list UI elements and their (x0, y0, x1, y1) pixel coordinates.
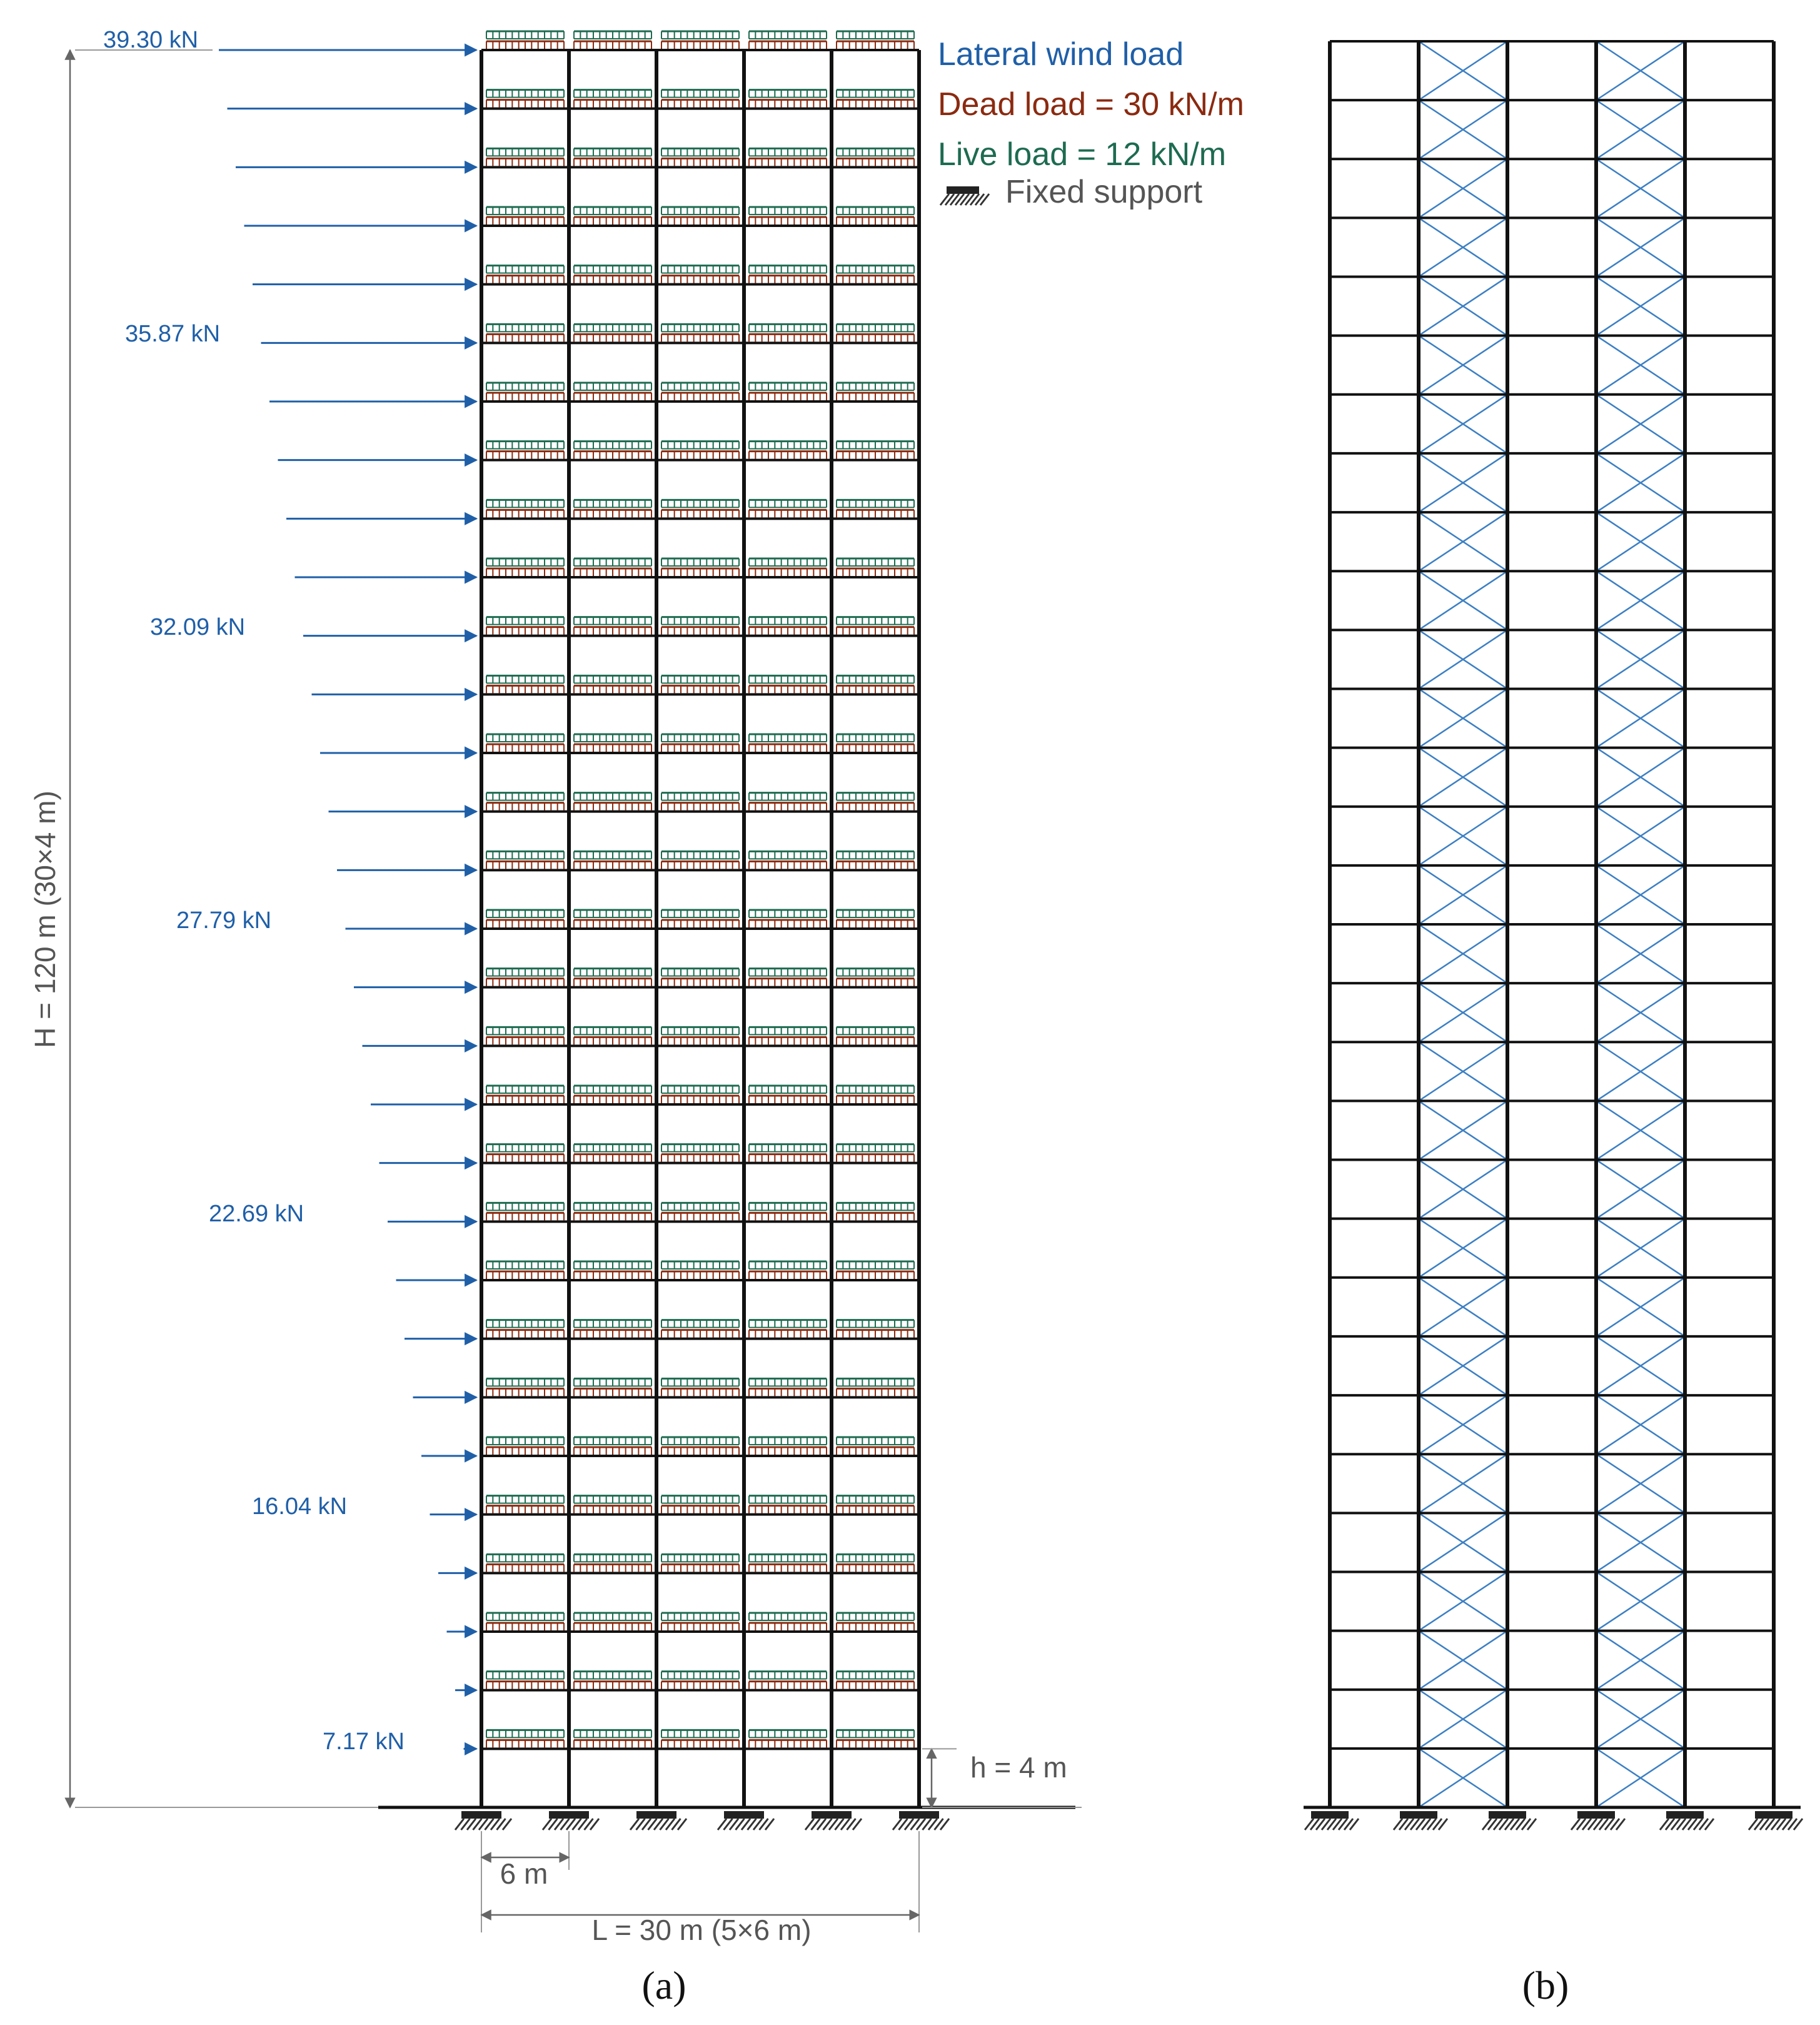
floor-load-band (837, 1672, 914, 1689)
floor-load-band (486, 148, 564, 166)
floor-load-band (837, 324, 914, 341)
floor-load-band (486, 1320, 564, 1338)
floor-load-band (749, 266, 827, 283)
floor-load-band (574, 851, 651, 869)
wind-label-1: 39.30 kN (103, 27, 199, 53)
floor-load-band (749, 1496, 827, 1513)
support-base-plate (461, 1811, 501, 1819)
floor-load-band (749, 851, 827, 869)
floor-load-band (661, 617, 739, 635)
floor-load-band (574, 1554, 651, 1572)
floor-load-band (661, 793, 739, 811)
floor-load-band (661, 31, 739, 49)
floor-load-band (749, 1086, 827, 1103)
floor-load-band (749, 1672, 827, 1689)
wind-label-7: 7.17 kN (323, 1729, 405, 1755)
total-length-label: L = 30 m (5×6 m) (591, 1914, 812, 1946)
floor-load-band (574, 31, 651, 49)
floor-load-band (486, 1437, 564, 1455)
floor-load-band (749, 207, 827, 225)
floor-load-band (486, 1261, 564, 1279)
floor-load-band (486, 558, 564, 576)
floor-load-band (837, 1086, 914, 1103)
floor-load-band (661, 1027, 739, 1044)
floor-load-band (749, 90, 827, 108)
floor-load-band (837, 148, 914, 166)
support-base-plate (1400, 1811, 1437, 1819)
floor-load-band (574, 558, 651, 576)
support-base-plate (1489, 1811, 1526, 1819)
floor-load-band (574, 1496, 651, 1513)
floor-load-band (486, 1554, 564, 1572)
fixed-support-icon-shape (940, 186, 989, 205)
fixed-support (1305, 1811, 1359, 1830)
floor-load-band (486, 324, 564, 341)
floor-load-band (574, 969, 651, 986)
legend-wind-text: Lateral wind load (938, 36, 1184, 73)
floor-load-band (574, 1027, 651, 1044)
floor-load-band (661, 1320, 739, 1338)
floor-load-band (486, 734, 564, 752)
floor-load-band (749, 324, 827, 341)
panel-b-braced-frame (1304, 41, 1802, 2007)
floor-load-band (837, 1437, 914, 1455)
floor-load-band (661, 207, 739, 225)
floor-load-band (749, 910, 827, 927)
caption-a: (a) (641, 1963, 686, 2007)
floor-load-band (574, 910, 651, 927)
floor-load-band (749, 148, 827, 166)
story-height-label: h = 4 m (970, 1751, 1067, 1784)
floor-load-band (574, 383, 651, 400)
floor-load-band (749, 793, 827, 811)
floor-load-band (749, 1613, 827, 1630)
floor-load-band (749, 734, 827, 752)
caption-b: (b) (1522, 1963, 1569, 2007)
floor-load-bands (486, 31, 914, 1747)
floor-load-band (837, 969, 914, 986)
floor-load-band (837, 500, 914, 517)
floor-load-band (661, 1496, 739, 1513)
floor-load-band (661, 1144, 739, 1162)
fixed-support (1482, 1811, 1536, 1830)
floor-load-band (749, 1730, 827, 1747)
floor-load-band (749, 558, 827, 576)
fixed-support (1749, 1811, 1802, 1830)
fixed-support (1394, 1811, 1447, 1830)
fixed-support (630, 1811, 686, 1830)
floor-load-band (837, 90, 914, 108)
floor-load-band (749, 1027, 827, 1044)
floor-load-band (574, 266, 651, 283)
support-base-plate (1755, 1811, 1792, 1819)
floor-load-band (749, 1261, 827, 1279)
moment-frame-a (378, 50, 1075, 1807)
floor-load-band (574, 1378, 651, 1396)
floor-load-band (486, 383, 564, 400)
bay-width-label: 6 m (500, 1857, 548, 1890)
floor-load-band (574, 1320, 651, 1338)
floor-load-band (574, 148, 651, 166)
floor-load-band (486, 442, 564, 459)
floor-load-band (837, 383, 914, 400)
floor-load-band (837, 266, 914, 283)
floor-load-band (486, 500, 564, 517)
floor-load-band (486, 1086, 564, 1103)
wind-label-6: 16.04 kN (252, 1493, 348, 1520)
floor-load-band (486, 910, 564, 927)
fixed-support (805, 1811, 862, 1830)
floor-load-band (574, 207, 651, 225)
support-base-plate (1666, 1811, 1704, 1819)
support-base-plate (549, 1811, 589, 1819)
floor-load-band (749, 1554, 827, 1572)
floor-load-band (749, 1320, 827, 1338)
fixed-support (1571, 1811, 1625, 1830)
floor-load-band (661, 969, 739, 986)
floor-load-band (837, 793, 914, 811)
floor-load-band (837, 1496, 914, 1513)
floor-load-band (661, 1203, 739, 1220)
floor-load-band (837, 442, 914, 459)
floor-load-band (574, 1730, 651, 1747)
floor-load-band (749, 1144, 827, 1162)
floor-load-band (574, 1261, 651, 1279)
floor-load-band (661, 1086, 739, 1103)
floor-load-band (574, 1672, 651, 1689)
floor-load-band (837, 675, 914, 693)
fixed-supports-b (1305, 1811, 1802, 1830)
floor-load-band (749, 31, 827, 49)
height-dimension-label: H = 120 m (30×4 m) (29, 790, 61, 1048)
floor-load-band (486, 851, 564, 869)
floor-load-band (486, 207, 564, 225)
floor-load-band (837, 1261, 914, 1279)
floor-load-band (749, 442, 827, 459)
floor-load-band (837, 1144, 914, 1162)
floor-load-band (486, 1203, 564, 1220)
floor-load-band (574, 1086, 651, 1103)
fixed-support (1660, 1811, 1714, 1830)
wind-label-3: 32.09 kN (150, 614, 246, 640)
floor-load-band (574, 1437, 651, 1455)
floor-load-band (486, 617, 564, 635)
floor-load-band (661, 851, 739, 869)
floor-load-band (661, 500, 739, 517)
legend-support-text: Fixed support (1005, 174, 1203, 210)
floor-load-band (661, 1554, 739, 1572)
floor-load-band (661, 266, 739, 283)
floor-load-band (749, 1203, 827, 1220)
floor-load-band (486, 1613, 564, 1630)
panel-a-loaded-frame (29, 27, 1244, 2007)
floor-load-band (486, 1027, 564, 1044)
fixed-support (893, 1811, 949, 1830)
floor-load-band (486, 31, 564, 49)
floor-load-band (837, 910, 914, 927)
floor-load-band (574, 500, 651, 517)
support-base-plate (899, 1811, 939, 1819)
floor-load-band (661, 734, 739, 752)
wind-label-4: 27.79 kN (176, 907, 272, 934)
floor-load-band (749, 1378, 827, 1396)
floor-load-band (837, 31, 914, 49)
support-base-plate (724, 1811, 764, 1819)
floor-load-band (837, 617, 914, 635)
floor-load-band (837, 1027, 914, 1044)
floor-load-band (486, 675, 564, 693)
support-base-plate (1311, 1811, 1349, 1819)
floor-load-band (837, 1203, 914, 1220)
floor-load-band (661, 558, 739, 576)
floor-load-band (749, 383, 827, 400)
floor-load-band (661, 442, 739, 459)
floor-load-band (749, 617, 827, 635)
support-base-plate (1577, 1811, 1615, 1819)
support-base-plate (947, 186, 979, 194)
floor-load-band (574, 617, 651, 635)
floor-load-band (486, 1144, 564, 1162)
floor-load-band (574, 1613, 651, 1630)
floor-load-band (837, 734, 914, 752)
floor-load-band (574, 324, 651, 341)
floor-load-band (661, 675, 739, 693)
floor-load-band (574, 793, 651, 811)
floor-load-band (749, 675, 827, 693)
floor-load-band (837, 1613, 914, 1630)
floor-load-band (486, 266, 564, 283)
floor-load-band (661, 1672, 739, 1689)
wind-label-5: 22.69 kN (209, 1201, 304, 1227)
floor-load-band (486, 793, 564, 811)
floor-load-band (574, 90, 651, 108)
floor-load-band (837, 1554, 914, 1572)
floor-load-band (486, 1672, 564, 1689)
dimension-lines (70, 50, 1082, 1932)
fixed-supports-a (455, 1811, 949, 1830)
fixed-support (718, 1811, 774, 1830)
floor-load-band (661, 1437, 739, 1455)
floor-load-band (661, 324, 739, 341)
floor-load-band (661, 148, 739, 166)
floor-load-band (486, 1496, 564, 1513)
floor-load-band (574, 1144, 651, 1162)
wind-label-2: 35.87 kN (125, 321, 221, 347)
support-base-plate (636, 1811, 676, 1819)
floor-load-band (661, 910, 739, 927)
floor-load-band (574, 1203, 651, 1220)
fixed-support (455, 1811, 511, 1830)
floor-load-band (749, 969, 827, 986)
floor-load-band (574, 675, 651, 693)
moment-frame-b (1304, 41, 1801, 1807)
floor-load-band (486, 90, 564, 108)
floor-load-band (837, 1730, 914, 1747)
support-base-plate (812, 1811, 852, 1819)
floor-load-band (661, 383, 739, 400)
floor-load-band (661, 1613, 739, 1630)
floor-load-band (749, 500, 827, 517)
floor-load-band (661, 1261, 739, 1279)
floor-load-band (837, 851, 914, 869)
floor-load-band (574, 442, 651, 459)
floor-load-band (661, 1378, 739, 1396)
floor-load-band (486, 969, 564, 986)
floor-load-band (486, 1730, 564, 1747)
floor-load-band (661, 90, 739, 108)
legend-live-text: Live load = 12 kN/m (938, 136, 1227, 173)
floor-load-band (574, 734, 651, 752)
floor-load-band (661, 1730, 739, 1747)
floor-load-band (837, 207, 914, 225)
floor-load-band (837, 1320, 914, 1338)
floor-load-band (749, 1437, 827, 1455)
legend-dead-text: Dead load = 30 kN/m (938, 86, 1244, 123)
floor-load-band (837, 1378, 914, 1396)
fixed-support-icon (940, 186, 989, 205)
floor-load-band (486, 1378, 564, 1396)
fixed-support (543, 1811, 599, 1830)
floor-load-band (837, 558, 914, 576)
